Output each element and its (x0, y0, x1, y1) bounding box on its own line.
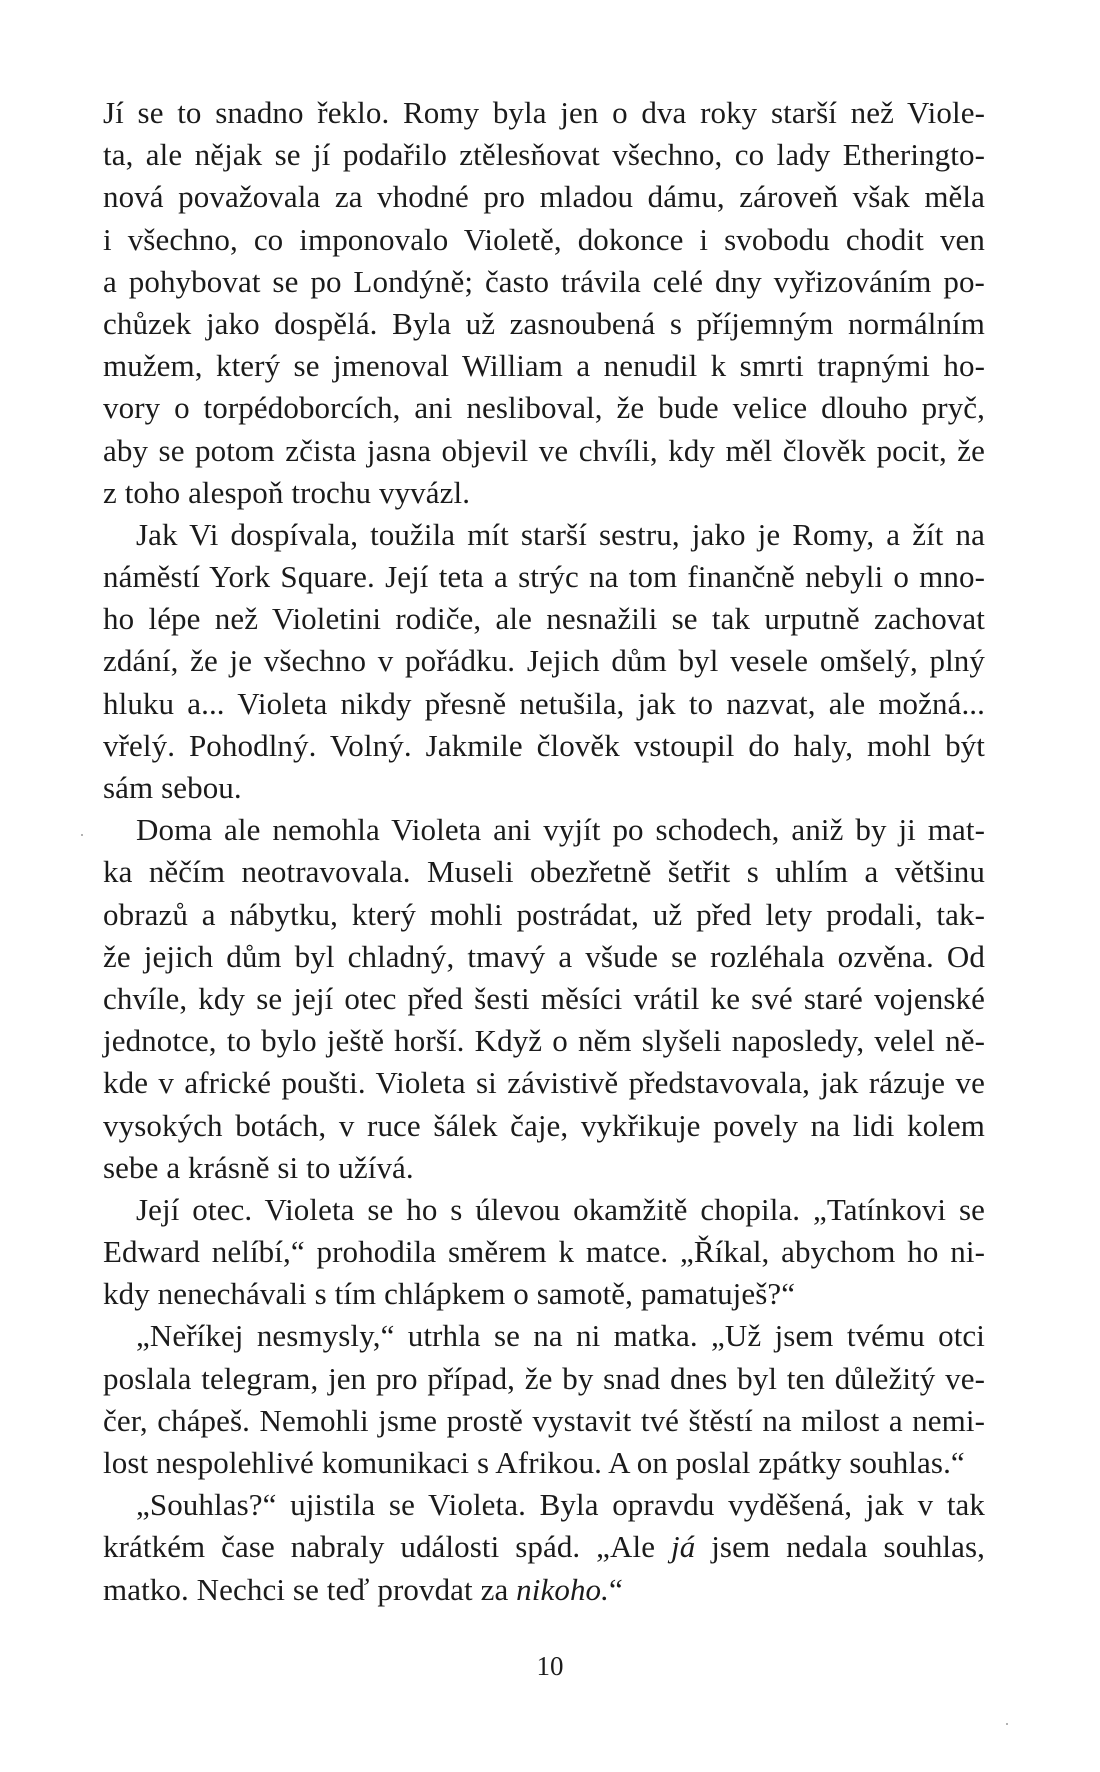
emphasis-text: nikoho. (516, 1571, 609, 1607)
text-line: Její otec. Violeta se ho s úlevou okamžitě chopila. „Tatínkovi se (136, 1191, 985, 1227)
text-line: poslala telegram, jen pro případ, že by snad dnes byl ten důležitý ve- (103, 1360, 985, 1396)
paper-speck (1006, 1723, 1008, 1725)
text-line: lost nespolehlivé komunikaci s Afrikou. A on poslal zpátky souhlas.“ (103, 1445, 965, 1480)
text-line: i všechno, co imponovalo Violetě, dokonce i svobodu chodit ven (103, 221, 985, 257)
text-line: vysokých botách, v ruce šálek čaje, vykřikuje povely na lidi kolem (103, 1107, 985, 1143)
text-line-mixed (103, 1569, 985, 1611)
text-line: vory o torpédoborcích, ani nesliboval, že bude velice dlouho pryč, (103, 390, 985, 426)
text-line: a pohybovat se po Londýně; často trávila celé dny vyřizováním po- (103, 263, 985, 299)
text-line: „Neříkej nesmysly,“ utrhla se na ni matka. „Už jsem tvému otci (136, 1318, 985, 1354)
text-line: Jak Vi dospívala, toužila mít starší sestru, jako je Romy, a žít na (136, 516, 985, 552)
text-line: Jí se to snadno řeklo. Romy byla jen o dva roky starší než Viole- (103, 95, 985, 130)
text-line: obrazů a nábytku, který mohli postrádat, už před lety prodali, tak- (103, 896, 985, 932)
text-line: kde v africké poušti. Violeta si závistivě představovala, jak rázuje ve (103, 1065, 985, 1101)
text-line: náměstí York Square. Její teta a strýc na tom finančně nebyli o mno- (103, 559, 985, 595)
paper-speck (81, 834, 83, 836)
text-fragment: krátkém čase nabraly události spád. „Ale (103, 1529, 671, 1565)
text-line: čer, chápeš. Nemohli jsme prostě vystavit tvé štěstí na milost a nemi- (103, 1402, 985, 1438)
text-line: nová považovala za vhodné pro mladou dámu, zároveň však měla (103, 179, 985, 215)
text-line: chůzek jako dospělá. Byla už zasnoubená s příjemným normálním (103, 305, 985, 341)
text-line: hluku a... Violeta nikdy přesně netušila, jak to nazvat, ale možná... (103, 685, 985, 721)
text-line: kdy nenechávali s tím chlápkem o samotě, pamatuješ?“ (103, 1276, 796, 1312)
text-line: aby se potom zčista jasna objevil ve chvíli, kdy měl člověk pocit, že (103, 432, 985, 468)
text-line: ta, ale nějak se jí podařilo ztělesňovat všechno, co lady Etheringto- (103, 137, 985, 173)
text-line: vřelý. Pohodlný. Volný. Jakmile člověk vstoupil do haly, mohl být (103, 727, 985, 763)
text-line-mixed (103, 1526, 985, 1568)
text-line: sám sebou. (103, 770, 242, 805)
text-line: ho lépe než Violetini rodiče, ale nesnažili se tak urputně zachovat (103, 601, 985, 637)
text-line: sebe a krásně si to užívá. (103, 1149, 414, 1185)
text-line: z toho alespoň trochu vyvázl. (103, 474, 471, 510)
text-fragment: jsem nedala souhlas, (695, 1529, 986, 1565)
text-line: že jejich dům byl chladný, tmavý a všude se rozléhala ozvěna. Od (103, 938, 985, 974)
text-line: Edward nelíbí,“ prohodila směrem k matce. „Říkal, abychom ho ni- (103, 1234, 985, 1270)
page-number: 10 (536, 1651, 564, 1681)
text-fragment: matko. Nechci se teď provdat za (103, 1571, 517, 1607)
text-line: ka něčím neotravovala. Museli obezřetně šetřit s uhlím a většinu (103, 854, 985, 890)
text-line: Doma ale nemohla Violeta ani vyjít po schodech, aniž by ji mat- (136, 812, 985, 848)
text-line: jednotce, to bylo ještě horší. Když o něm slyšeli naposledy, velel ně- (103, 1023, 985, 1059)
text-line: zdání, že je všechno v pořádku. Jejich dům byl vesele omšelý, plný (103, 643, 985, 679)
text-line: „Souhlas?“ ujistila se Violeta. Byla opravdu vyděšená, jak v tak (136, 1487, 985, 1523)
text-line: chvíle, kdy se její otec před šesti měsíci vrátil ke své staré vojenské (103, 980, 985, 1016)
text-line: mužem, který se jmenoval William a nenudil k smrti trapnými ho- (103, 348, 985, 384)
text-fragment: “ (609, 1571, 623, 1607)
body-text (103, 92, 985, 1611)
emphasis-text: já (671, 1529, 696, 1565)
